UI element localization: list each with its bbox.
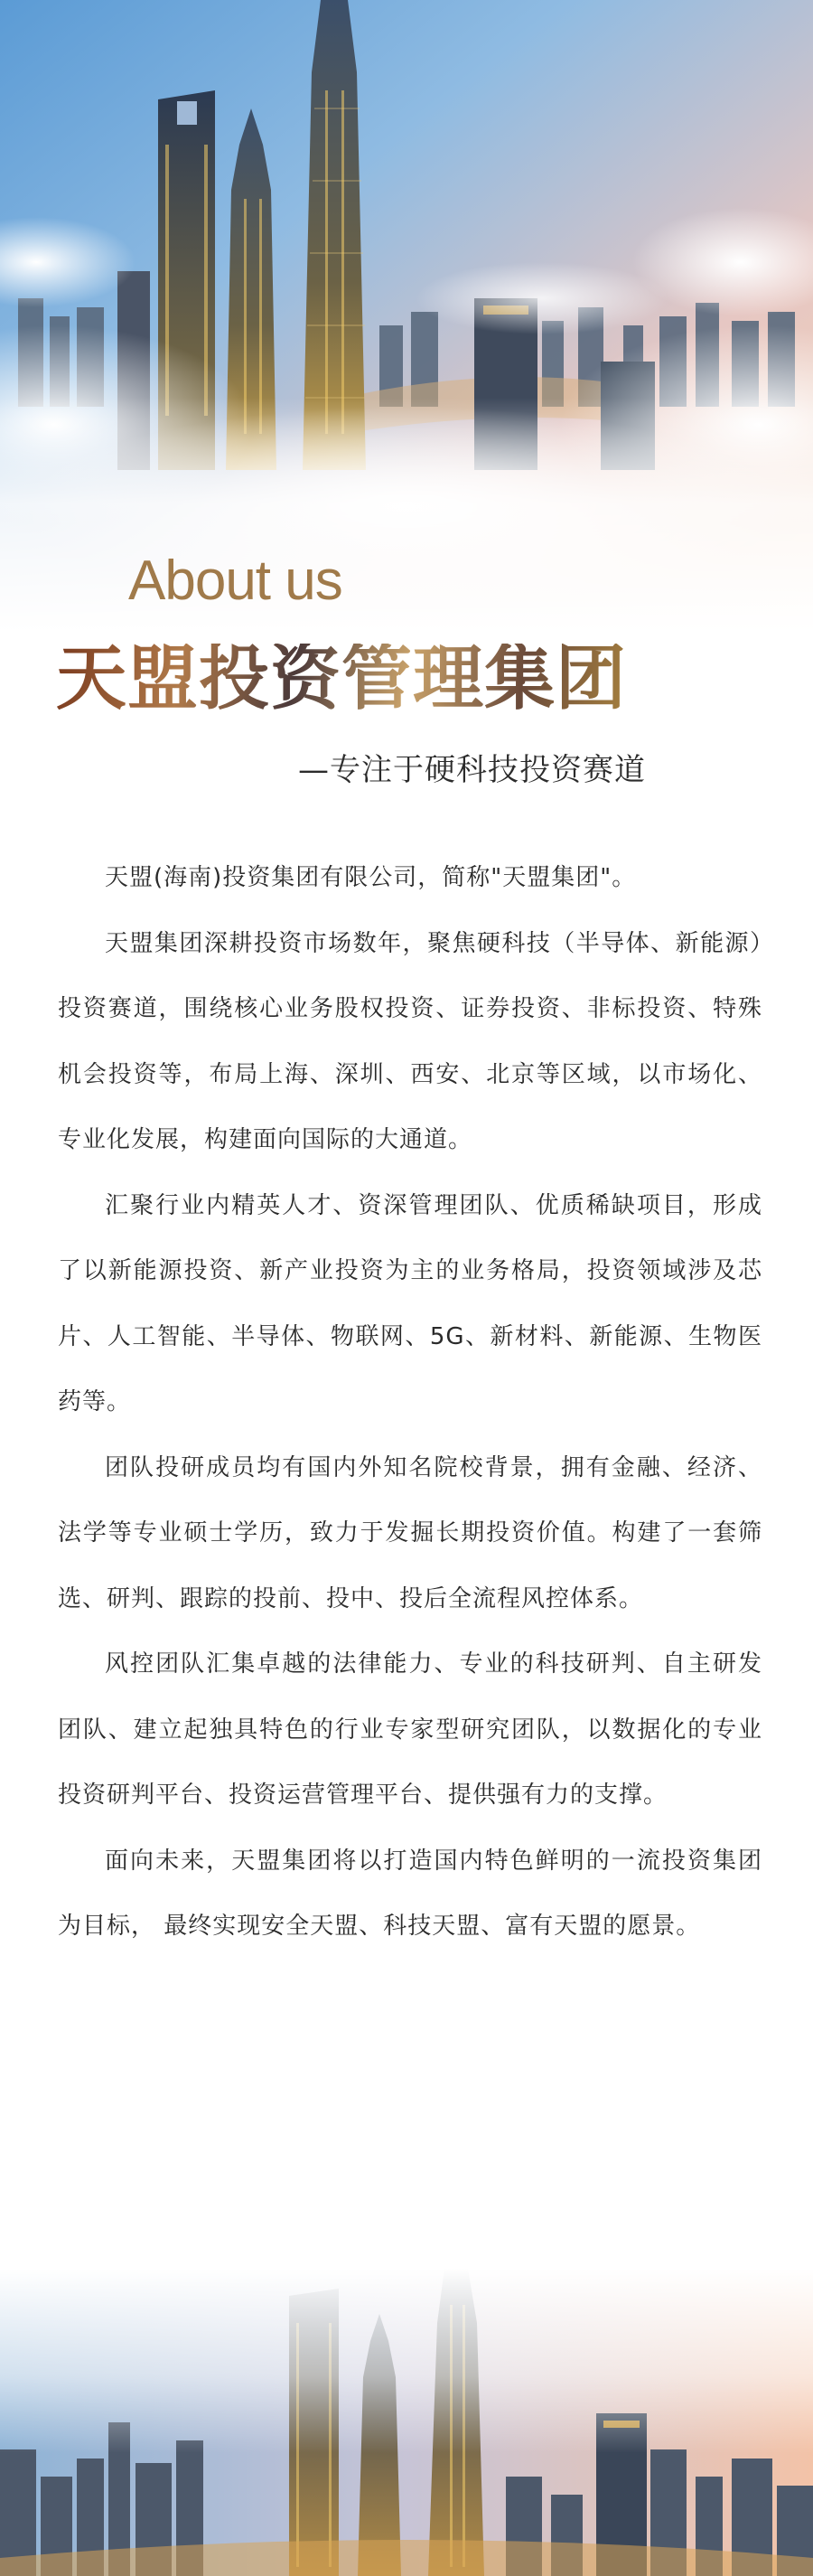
paragraph: 风控团队汇集卓越的法律能力、专业的科技研判、自主研发团队、建立起独具特色的行业专家型研究团队，以数据化的专业投资研判平台、投资运营管理平台、提供强有力的支撑。: [58, 1650, 762, 1809]
top-skyline-illustration: [0, 0, 813, 633]
about-us-label: About us: [128, 550, 342, 612]
top-city-banner-image: [0, 0, 813, 633]
company-name-title: 天盟投资管理集团: [56, 644, 761, 714]
tagline: —专注于硬科技投资赛道: [298, 752, 646, 788]
paragraph: 汇聚行业内精英人才、资深管理团队、优质稀缺项目，形成了以新能源投资、新产业投资为主的业务格局，投资领域涉及芯片、人工智能、半导体、物联网、5G、新材料、新能源、生物医药等。: [58, 1191, 762, 1415]
paragraph: 面向未来，天盟集团将以打造国内特色鲜明的一流投资集团为目标， 最终实现安全天盟、科技天盟、富有天盟的愿景。: [58, 1847, 762, 1940]
bottom-city-banner-image: [0, 2269, 813, 2576]
paragraph: 天盟(海南)投资集团有限公司，简称"天盟集团"。: [105, 864, 637, 891]
paragraph: 团队投研成员均有国内外知名院校背景，拥有金融、经济、法学等专业硕士学历，致力于发掘长期投资价值。构建了一套筛选、研判、跟踪的投前、投中、投后全流程风控体系。: [58, 1453, 762, 1612]
paragraph: 天盟集团深耕投资市场数年，聚焦硬科技（半导体、新能源）投资赛道，围绕核心业务股权投资、证券投资、非标投资、特殊机会投资等，布局上海、深圳、西安、北京等区域，以市场化、专业化发展，构建面向国际的大通道。: [58, 929, 762, 1153]
about-body: [58, 845, 762, 1960]
bottom-skyline-illustration: [0, 2269, 813, 2576]
